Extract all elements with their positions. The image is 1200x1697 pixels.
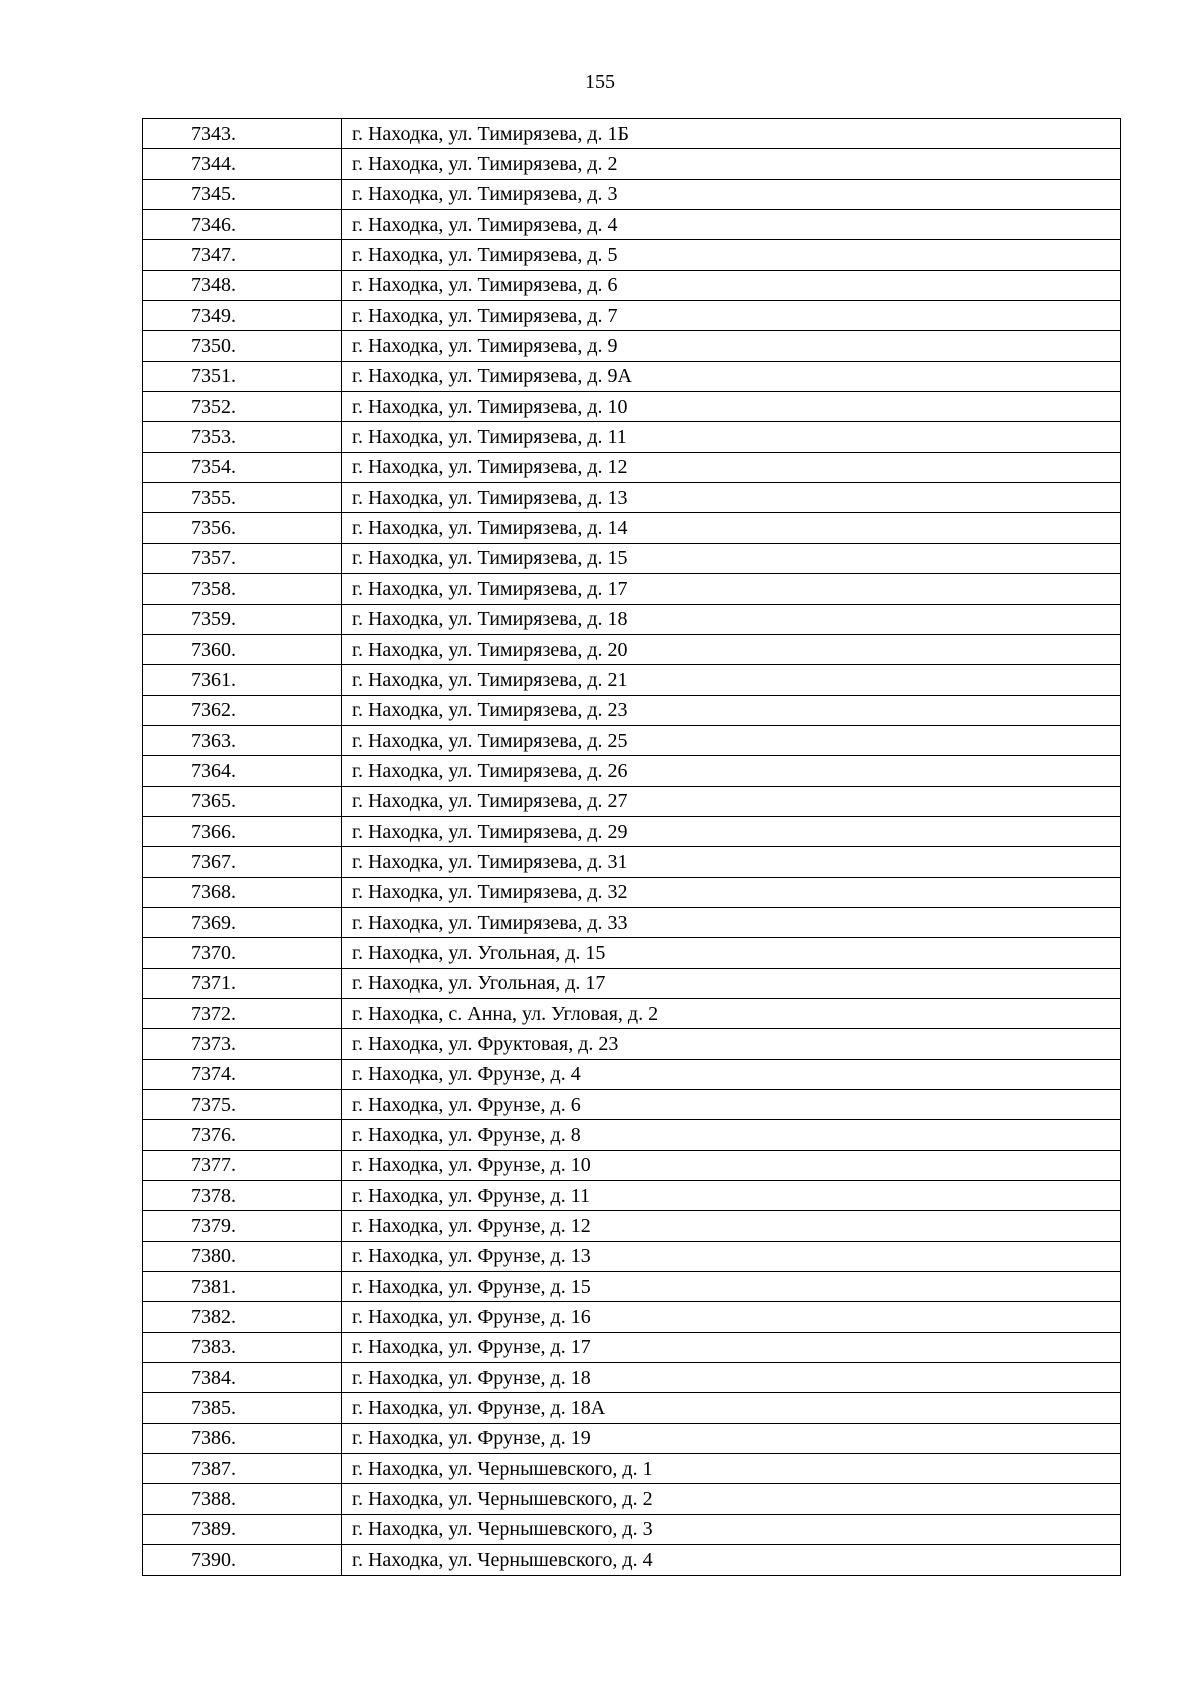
table-row [143, 301, 1121, 331]
table-row [143, 361, 1121, 391]
table-row [143, 452, 1121, 482]
table-row [143, 149, 1121, 179]
row-number-cell: 7389. [143, 1514, 342, 1544]
row-number-cell: 7359. [143, 604, 342, 634]
address-cell: г. Находка, ул. Фрунзе, д. 17 [342, 1332, 1121, 1362]
address-cell: г. Находка, ул. Фрунзе, д. 18 [342, 1363, 1121, 1393]
address-cell: г. Находка, ул. Тимирязева, д. 33 [342, 907, 1121, 937]
address-cell: г. Находка, ул. Тимирязева, д. 14 [342, 513, 1121, 543]
address-cell: г. Находка, ул. Тимирязева, д. 6 [342, 270, 1121, 300]
table-row [143, 1272, 1121, 1302]
address-cell: г. Находка, ул. Чернышевского, д. 3 [342, 1514, 1121, 1544]
row-number-cell: 7348. [143, 270, 342, 300]
address-cell: г. Находка, ул. Тимирязева, д. 27 [342, 786, 1121, 816]
address-cell: г. Находка, ул. Тимирязева, д. 31 [342, 847, 1121, 877]
row-number-cell: 7363. [143, 725, 342, 755]
address-table [142, 118, 1121, 1576]
table-row [143, 1423, 1121, 1453]
row-number-cell: 7372. [143, 998, 342, 1028]
row-number-cell: 7368. [143, 877, 342, 907]
row-number-cell: 7369. [143, 907, 342, 937]
row-number-cell: 7351. [143, 361, 342, 391]
address-cell: г. Находка, ул. Чернышевского, д. 4 [342, 1545, 1121, 1575]
table-row [143, 1029, 1121, 1059]
address-cell: г. Находка, ул. Тимирязева, д. 1Б [342, 119, 1121, 149]
table-row [143, 907, 1121, 937]
table-row [143, 1059, 1121, 1089]
row-number-cell: 7373. [143, 1029, 342, 1059]
address-cell: г. Находка, ул. Тимирязева, д. 23 [342, 695, 1121, 725]
row-number-cell: 7358. [143, 574, 342, 604]
table-row [143, 574, 1121, 604]
page-number: 155 [585, 71, 615, 93]
address-cell: г. Находка, ул. Тимирязева, д. 18 [342, 604, 1121, 634]
address-table-body [143, 119, 1121, 1576]
row-number-cell: 7352. [143, 392, 342, 422]
row-number-cell: 7378. [143, 1181, 342, 1211]
address-cell: г. Находка, ул. Угольная, д. 17 [342, 968, 1121, 998]
address-cell: г. Находка, ул. Фрунзе, д. 8 [342, 1120, 1121, 1150]
address-cell: г. Находка, ул. Фрунзе, д. 12 [342, 1211, 1121, 1241]
table-row [143, 665, 1121, 695]
address-cell: г. Находка, ул. Фрунзе, д. 6 [342, 1090, 1121, 1120]
table-row [143, 1332, 1121, 1362]
table-row [143, 1393, 1121, 1423]
address-cell: г. Находка, ул. Фрунзе, д. 13 [342, 1241, 1121, 1271]
table-row [143, 1150, 1121, 1180]
table-row [143, 1454, 1121, 1484]
table-row [143, 1090, 1121, 1120]
address-cell: г. Находка, ул. Тимирязева, д. 4 [342, 210, 1121, 240]
table-row [143, 210, 1121, 240]
row-number-cell: 7371. [143, 968, 342, 998]
table-row [143, 331, 1121, 361]
table-row [143, 1120, 1121, 1150]
address-cell: г. Находка, ул. Фрунзе, д. 10 [342, 1150, 1121, 1180]
address-cell: г. Находка, ул. Тимирязева, д. 12 [342, 452, 1121, 482]
row-number-cell: 7355. [143, 483, 342, 513]
row-number-cell: 7350. [143, 331, 342, 361]
address-cell: г. Находка, ул. Тимирязева, д. 26 [342, 756, 1121, 786]
row-number-cell: 7382. [143, 1302, 342, 1332]
address-cell: г. Находка, ул. Тимирязева, д. 21 [342, 665, 1121, 695]
table-row [143, 968, 1121, 998]
row-number-cell: 7345. [143, 179, 342, 209]
row-number-cell: 7344. [143, 149, 342, 179]
row-number-cell: 7386. [143, 1423, 342, 1453]
table-row [143, 877, 1121, 907]
address-cell: г. Находка, ул. Тимирязева, д. 7 [342, 301, 1121, 331]
table-row [143, 543, 1121, 573]
row-number-cell: 7365. [143, 786, 342, 816]
address-cell: г. Находка, ул. Тимирязева, д. 9 [342, 331, 1121, 361]
row-number-cell: 7356. [143, 513, 342, 543]
table-row [143, 392, 1121, 422]
row-number-cell: 7370. [143, 938, 342, 968]
row-number-cell: 7346. [143, 210, 342, 240]
address-cell: г. Находка, ул. Тимирязева, д. 29 [342, 816, 1121, 846]
row-number-cell: 7361. [143, 665, 342, 695]
address-cell: г. Находка, ул. Фрунзе, д. 19 [342, 1423, 1121, 1453]
address-cell: г. Находка, ул. Тимирязева, д. 25 [342, 725, 1121, 755]
row-number-cell: 7380. [143, 1241, 342, 1271]
table-row [143, 695, 1121, 725]
row-number-cell: 7366. [143, 816, 342, 846]
address-cell: г. Находка, ул. Фрунзе, д. 16 [342, 1302, 1121, 1332]
address-cell: г. Находка, ул. Фрунзе, д. 11 [342, 1181, 1121, 1211]
address-cell: г. Находка, ул. Тимирязева, д. 17 [342, 574, 1121, 604]
row-number-cell: 7374. [143, 1059, 342, 1089]
address-cell: г. Находка, ул. Тимирязева, д. 5 [342, 240, 1121, 270]
address-cell: г. Находка, ул. Тимирязева, д. 2 [342, 149, 1121, 179]
address-cell: г. Находка, ул. Фрунзе, д. 18А [342, 1393, 1121, 1423]
row-number-cell: 7384. [143, 1363, 342, 1393]
table-row [143, 1363, 1121, 1393]
table-row [143, 1181, 1121, 1211]
address-cell: г. Находка, ул. Тимирязева, д. 13 [342, 483, 1121, 513]
row-number-cell: 7357. [143, 543, 342, 573]
address-cell: г. Находка, ул. Тимирязева, д. 9А [342, 361, 1121, 391]
row-number-cell: 7354. [143, 452, 342, 482]
table-row [143, 483, 1121, 513]
address-cell: г. Находка, ул. Фрунзе, д. 4 [342, 1059, 1121, 1089]
address-cell: г. Находка, ул. Тимирязева, д. 20 [342, 634, 1121, 664]
address-cell: г. Находка, ул. Фруктовая, д. 23 [342, 1029, 1121, 1059]
address-cell: г. Находка, ул. Тимирязева, д. 3 [342, 179, 1121, 209]
row-number-cell: 7379. [143, 1211, 342, 1241]
address-cell: г. Находка, ул. Тимирязева, д. 11 [342, 422, 1121, 452]
row-number-cell: 7381. [143, 1272, 342, 1302]
row-number-cell: 7390. [143, 1545, 342, 1575]
table-row [143, 725, 1121, 755]
row-number-cell: 7375. [143, 1090, 342, 1120]
row-number-cell: 7360. [143, 634, 342, 664]
address-cell: г. Находка, ул. Фрунзе, д. 15 [342, 1272, 1121, 1302]
table-row [143, 240, 1121, 270]
row-number-cell: 7347. [143, 240, 342, 270]
table-row [143, 179, 1121, 209]
table-row [143, 604, 1121, 634]
table-row [143, 270, 1121, 300]
table-row [143, 1241, 1121, 1271]
table-row [143, 513, 1121, 543]
table-row [143, 938, 1121, 968]
table-row [143, 998, 1121, 1028]
table-row [143, 1302, 1121, 1332]
table-row [143, 422, 1121, 452]
address-cell: г. Находка, ул. Угольная, д. 15 [342, 938, 1121, 968]
table-row [143, 1484, 1121, 1514]
address-cell: г. Находка, ул. Тимирязева, д. 32 [342, 877, 1121, 907]
address-cell: г. Находка, ул. Чернышевского, д. 2 [342, 1484, 1121, 1514]
row-number-cell: 7362. [143, 695, 342, 725]
row-number-cell: 7377. [143, 1150, 342, 1180]
table-row [143, 786, 1121, 816]
address-cell: г. Находка, с. Анна, ул. Угловая, д. 2 [342, 998, 1121, 1028]
table-row [143, 1545, 1121, 1575]
row-number-cell: 7387. [143, 1454, 342, 1484]
row-number-cell: 7388. [143, 1484, 342, 1514]
row-number-cell: 7349. [143, 301, 342, 331]
table-row [143, 816, 1121, 846]
table-row [143, 847, 1121, 877]
row-number-cell: 7353. [143, 422, 342, 452]
row-number-cell: 7367. [143, 847, 342, 877]
address-cell: г. Находка, ул. Тимирязева, д. 15 [342, 543, 1121, 573]
address-cell: г. Находка, ул. Чернышевского, д. 1 [342, 1454, 1121, 1484]
row-number-cell: 7383. [143, 1332, 342, 1362]
row-number-cell: 7376. [143, 1120, 342, 1150]
address-cell: г. Находка, ул. Тимирязева, д. 10 [342, 392, 1121, 422]
table-row [143, 634, 1121, 664]
table-row [143, 1211, 1121, 1241]
row-number-cell: 7364. [143, 756, 342, 786]
table-row [143, 756, 1121, 786]
row-number-cell: 7343. [143, 119, 342, 149]
row-number-cell: 7385. [143, 1393, 342, 1423]
table-row [143, 1514, 1121, 1544]
table-row [143, 119, 1121, 149]
